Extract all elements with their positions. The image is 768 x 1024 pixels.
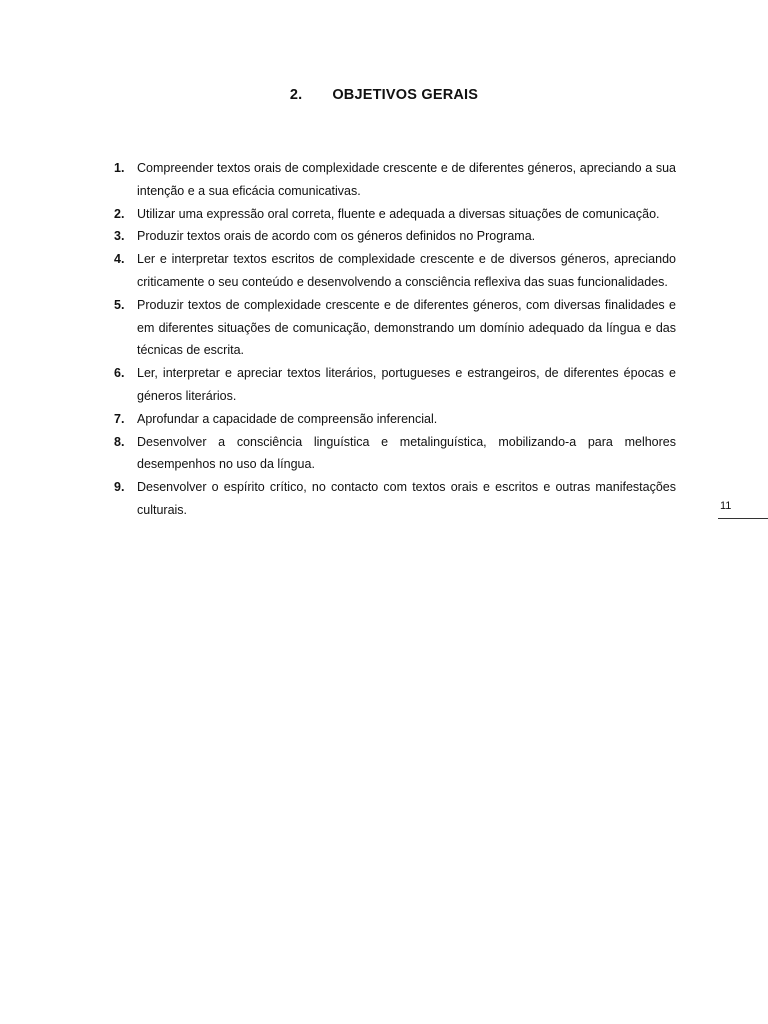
item-text: Ler e interpretar textos escritos de complexidade crescente e de diversos géneros, apreciando criticamente o seu conteúdo e desenvolvendo a consciência reflexiva das suas funcionalidades. (137, 252, 676, 289)
page-number: 11 (718, 500, 768, 519)
list-item (114, 431, 676, 477)
item-number: 7. (114, 411, 125, 426)
list-item (114, 408, 676, 431)
item-text: Produzir textos de complexidade crescente e de diferentes géneros, com diversas finalidades e em diferentes situações de comunicação, demonstrando um domínio adequado da língua e das técnicas de escrita. (137, 297, 676, 358)
item-number: 4. (114, 252, 125, 267)
item-text: Desenvolver a consciência linguística e metalinguística, mobilizando-a para melhores desempenhos no uso da língua. (137, 434, 676, 472)
objectives-list (114, 157, 676, 522)
item-number: 2. (114, 206, 125, 221)
item-text: Desenvolver o espírito crítico, no contacto com textos orais e escritos e outras manifestações culturais. (137, 480, 676, 517)
item-number: 6. (114, 366, 125, 381)
item-text: Produzir textos orais de acordo com os géneros definidos no Programa. (137, 229, 536, 244)
list-item (114, 294, 676, 362)
item-text: Compreender textos orais de complexidade crescente e de diferentes géneros, apreciando a sua intenção e a sua eficácia comunicativas. (137, 161, 676, 198)
list-item (114, 157, 676, 203)
item-number: 8. (114, 434, 125, 449)
item-number: 1. (114, 161, 125, 175)
item-text: Aprofundar a capacidade de compreensão inferencial. (137, 411, 438, 426)
list-item (114, 248, 676, 294)
list-item (114, 476, 676, 522)
section-heading (0, 87, 768, 103)
item-number: 9. (114, 480, 125, 495)
list-item (114, 225, 676, 248)
list-item (114, 203, 676, 226)
item-number: 3. (114, 229, 125, 244)
section-number: 2. (289, 87, 303, 103)
list-item (114, 362, 676, 408)
item-text: Ler, interpretar e apreciar textos literários, portugueses e estrangeiros, de diferentes épocas e géneros literários. (137, 366, 676, 403)
item-text: Utilizar uma expressão oral correta, fluente e adequada a diversas situações de comunicação. (137, 206, 660, 221)
section-title: OBJETIVOS GERAIS (332, 87, 479, 103)
item-number: 5. (114, 297, 125, 312)
